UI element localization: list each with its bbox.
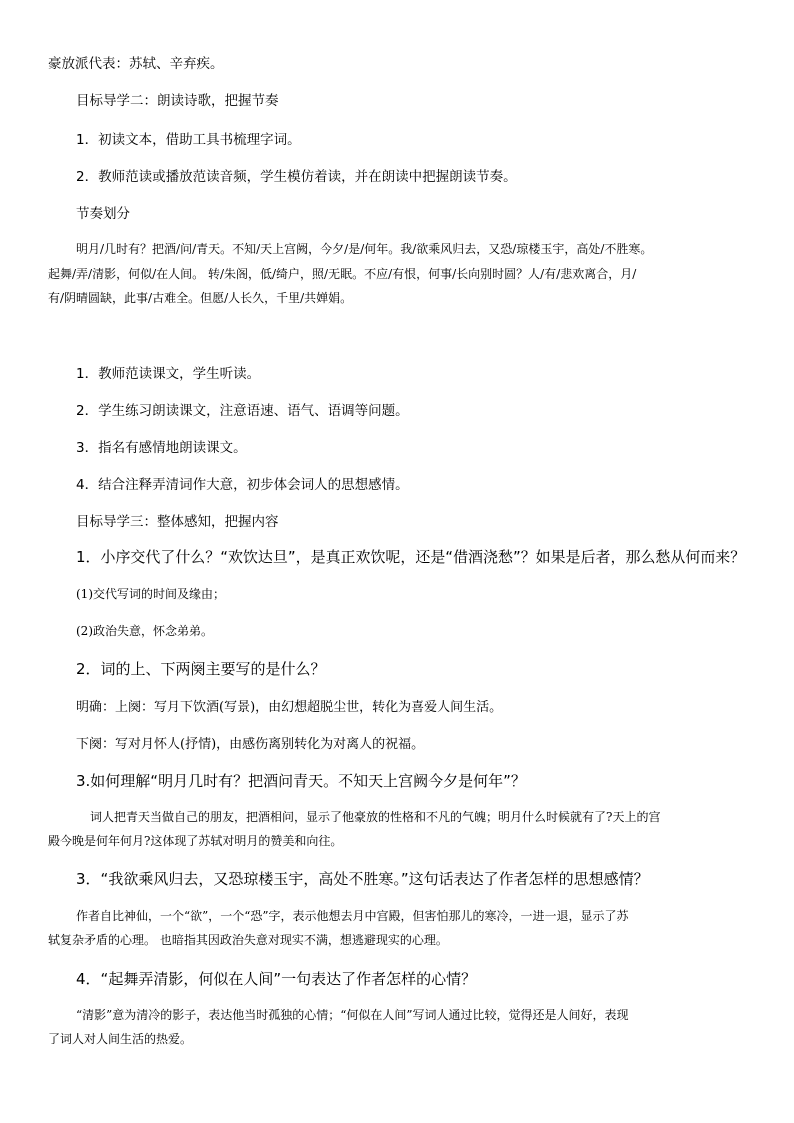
heading-goal-three: 目标导学三：整体感知，把握内容: [76, 514, 279, 530]
text-line-read-1: 1．教师范读课文，学生听读。: [76, 366, 261, 382]
text-line-read-4: 4．结合注释弄清词作大意，初步体会词人的思想感情。: [76, 477, 409, 493]
heading-rhythm: 节奏划分: [76, 206, 130, 222]
text-line-step-1: 1．初读文本，借助工具书梳理字词。: [76, 132, 301, 148]
heading-goal-two: 目标导学二：朗读诗歌，把握节奏: [76, 93, 279, 109]
answer-1-part-1: (1)交代写词的时间及缘由；: [76, 587, 225, 601]
question-2: 2．词的上、下两阕主要写的是什么？: [76, 660, 326, 678]
answer-3a-line-2: 殿今晚是何年何月?这体现了苏轼对明月的赞美和向往。: [48, 834, 343, 848]
answer-1-part-2: (2)政治失意，怀念弟弟。: [76, 624, 213, 638]
text-line-read-3: 3．指名有感情地朗读课文。: [76, 440, 247, 456]
poem-rhythm-line-3: 有/阴晴圆缺，此事/古难全。但愿/人长久，千里/共婵娟。: [48, 291, 353, 305]
answer-3a-line-1: 词人把青天当做自己的朋友，把酒相问，显示了他豪放的性格和不凡的气魄；明月什么时候就有了?天上的宫: [90, 810, 661, 824]
text-line-step-2: 2．教师范读或播放范读音频，学生模仿着读，并在朗读中把握朗读节奏。: [76, 169, 517, 185]
answer-2-part-1: 明确：上阕：写月下饮酒(写景)，由幻想超脱尘世，转化为喜爱人间生活。: [76, 700, 503, 715]
question-3b: 3．“我欲乘风归去，又恐琼楼玉宇，高处不胜寒。”这句话表达了作者怎样的思想感情？: [76, 870, 649, 888]
question-1: 1．小序交代了什么？“欢饮达旦”，是真正欢饮呢，还是“借酒浇愁”？如果是后者，那么愁从何而来？: [76, 548, 746, 566]
text-line-authors: 豪放派代表：苏轼、辛弃疾。: [48, 56, 224, 72]
answer-3b-line-1: 作者自比神仙，一个“欲”，一个“恐”字，表示他想去月中宫殿，但害怕那儿的寒冷，一进一退，显示了苏: [76, 909, 629, 923]
answer-2-part-2: 下阕：写对月怀人(抒情)，由感伤离别转化为对离人的祝福。: [76, 737, 425, 752]
poem-rhythm-line-1: 明月/几时有？把酒/问/青天。不知/天上宫阙，今夕/是/何年。我/欲乘风归去，又恐/琼楼玉宇，高处/不胜寒。: [76, 242, 653, 256]
answer-4-line-2: 了词人对人间生活的热爱。: [48, 1032, 193, 1046]
text-line-read-2: 2．学生练习朗读课文，注意语速、语气、语调等问题。: [76, 403, 409, 419]
question-3a: 3.如何理解“明月几时有？把酒问青天。不知天上宫阙今夕是何年”？: [76, 772, 526, 790]
answer-3b-line-2: 轼复杂矛盾的心理。 也暗指其因政治失意对现实不满，想逃避现实的心理。: [48, 933, 448, 947]
poem-rhythm-line-2: 起舞/弄/清影，何似/在人间。 转/朱阁，低/绮户，照/无眠。不应/有恨，何事/长向别时圆？人/有/悲欢离合，月/: [48, 267, 637, 281]
answer-4-line-1: “清影”意为清冷的影子，表达他当时孤独的心情；“何似在人间”写词人通过比较，觉得还是人间好，表现: [76, 1008, 629, 1022]
question-4: 4．“起舞弄清影，何似在人间”一句表达了作者怎样的心情？: [76, 970, 477, 988]
